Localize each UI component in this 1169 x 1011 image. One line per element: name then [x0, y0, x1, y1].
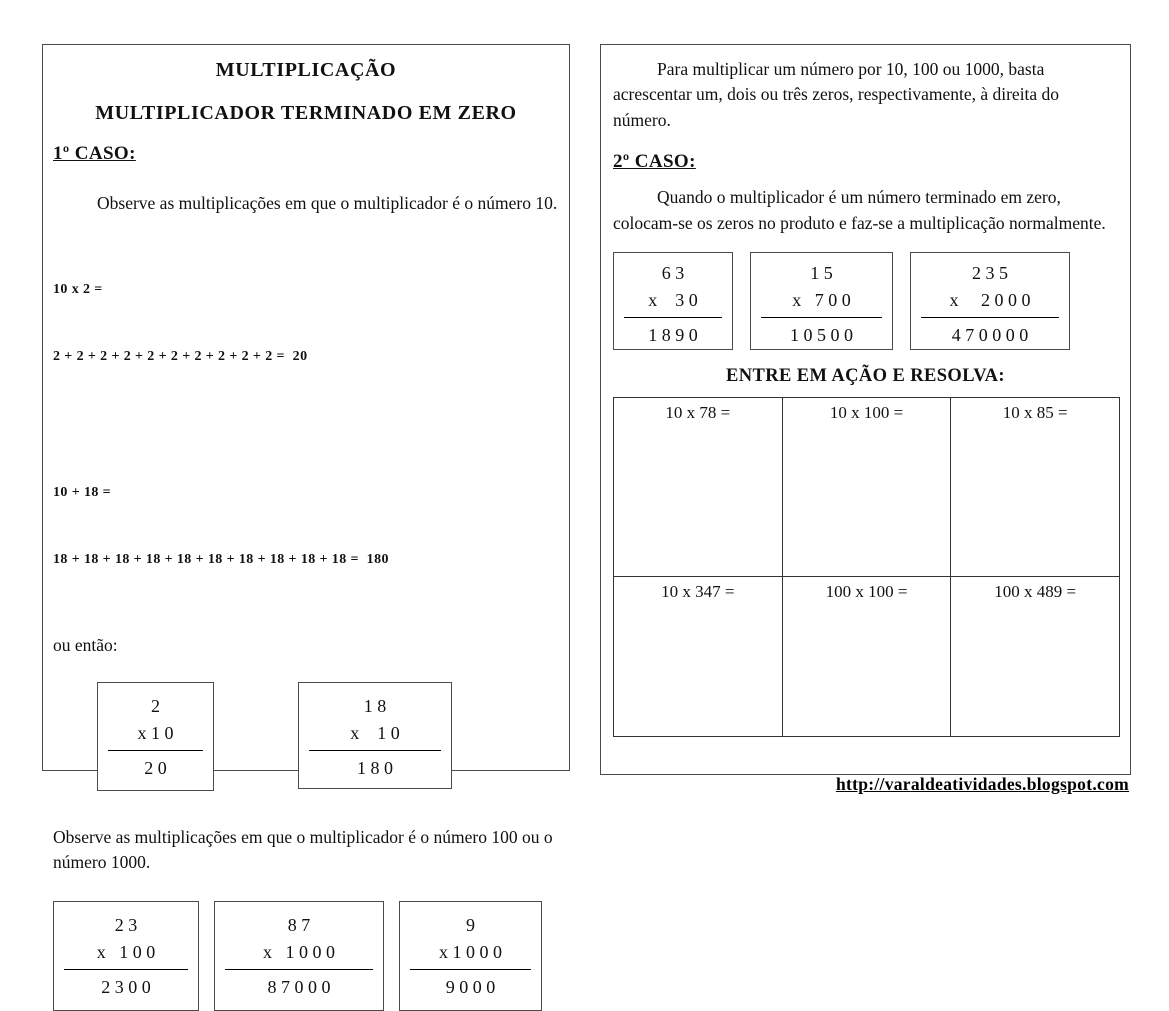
multiplication-boxes-row-case2	[613, 252, 1118, 350]
case1-second-paragraph: Observe as multiplicações em que o multiplicador é o número 100 ou o número 1000.	[53, 826, 557, 872]
multiplication-boxes-row-10	[53, 682, 559, 791]
case2-label: 2º CASO:	[613, 151, 696, 173]
example-10x2	[53, 234, 559, 413]
right-worksheet-panel	[600, 44, 1131, 775]
multiplicand: 1 5	[810, 262, 833, 283]
case1-label: 1º CASO:	[53, 143, 136, 164]
source-url-link[interactable]: http://varaldeatividades.blogspot.com	[835, 774, 1129, 794]
multiplication-boxes-row-100-1000	[53, 901, 559, 1011]
multiplication-box-23x100	[53, 901, 199, 1011]
product: 8 7 0 0 0	[267, 977, 331, 998]
multiplicand: 2 3	[114, 915, 138, 936]
exercise-row	[614, 576, 1120, 736]
product: 9 0 0 0	[445, 977, 496, 998]
exercise-cell: 100 x 100 =	[782, 576, 951, 736]
multiplication-box-9x1000	[399, 901, 542, 1011]
case2-intro-paragraph: Quando o multiplicador é um número terminado em zero, colocam-se os zeros no produto e faz-se a multiplicação normalmente.	[613, 187, 1106, 233]
multiplier: x 1 0 0	[64, 939, 188, 970]
product: 1 0 5 0 0	[790, 324, 853, 345]
multiplier: x 1 0 0 0	[225, 939, 373, 970]
worksheet-subtitle: MULTIPLICADOR TERMINADO EM ZERO	[95, 102, 517, 124]
example-10x18	[53, 438, 559, 617]
multiplier: x 1 0	[309, 720, 441, 751]
multiplicand: 2	[151, 695, 160, 716]
product: 1 8 0	[357, 757, 393, 778]
exercise-cell: 100 x 489 =	[951, 576, 1120, 736]
exercise-cell: 10 x 347 =	[614, 576, 783, 736]
multiplier: x 3 0	[624, 287, 722, 318]
multiplicand: 2 3 5	[972, 262, 1008, 283]
example-10x18-sum: 18 + 18 + 18 + 18 + 18 + 18 + 18 + 18 + 18 + 18 = 180	[53, 552, 389, 568]
example-10x18-expression: 10 + 18 =	[53, 485, 112, 501]
product: 2 0	[144, 757, 167, 778]
product: 2 3 0 0	[101, 977, 151, 998]
action-section-title: ENTRE EM AÇÃO E RESOLVA:	[726, 365, 1005, 386]
multiplication-box-63x30	[613, 252, 733, 350]
multiplier: x 7 0 0	[761, 287, 882, 318]
case1-intro-paragraph: Observe as multiplicações em que o multiplicador é o número 10.	[97, 193, 558, 213]
worksheet-title: MULTIPLICAÇÃO	[215, 59, 397, 81]
multiplicand: 1 8	[363, 695, 387, 716]
multiplier: x 1 0	[108, 720, 203, 751]
exercise-cell: 10 x 85 =	[951, 397, 1120, 576]
exercise-cell: 10 x 100 =	[782, 397, 951, 576]
multiplication-box-15x700	[750, 252, 893, 350]
multiplication-box-87x1000	[214, 901, 384, 1011]
ou-entao-label: ou então:	[53, 634, 118, 655]
exercise-cell: 10 x 78 =	[614, 397, 783, 576]
product: 4 7 0 0 0 0	[951, 324, 1029, 345]
product: 1 8 9 0	[648, 324, 698, 345]
multiplication-box-2x10	[97, 682, 214, 791]
multiplier: x 1 0 0 0	[410, 939, 531, 970]
exercise-table	[613, 397, 1120, 737]
example-10x2-sum: 2 + 2 + 2 + 2 + 2 + 2 + 2 + 2 + 2 + 2 = 20	[53, 349, 308, 365]
exercise-row	[614, 397, 1120, 576]
rule-paragraph: Para multiplicar um número por 10, 100 ou 1000, basta acrescentar um, dois ou três zeros, respectivamente, à direita do número.	[613, 59, 1064, 130]
multiplier: x 2 0 0 0	[921, 287, 1059, 318]
multiplicand: 9	[466, 915, 475, 936]
multiplicand: 8 7	[287, 915, 311, 936]
multiplicand: 6 3	[661, 262, 685, 283]
multiplication-box-235x2000	[910, 252, 1070, 350]
multiplication-box-18x10	[298, 682, 452, 789]
left-worksheet-panel	[42, 44, 570, 998]
example-10x2-expression: 10 x 2 =	[53, 282, 103, 298]
